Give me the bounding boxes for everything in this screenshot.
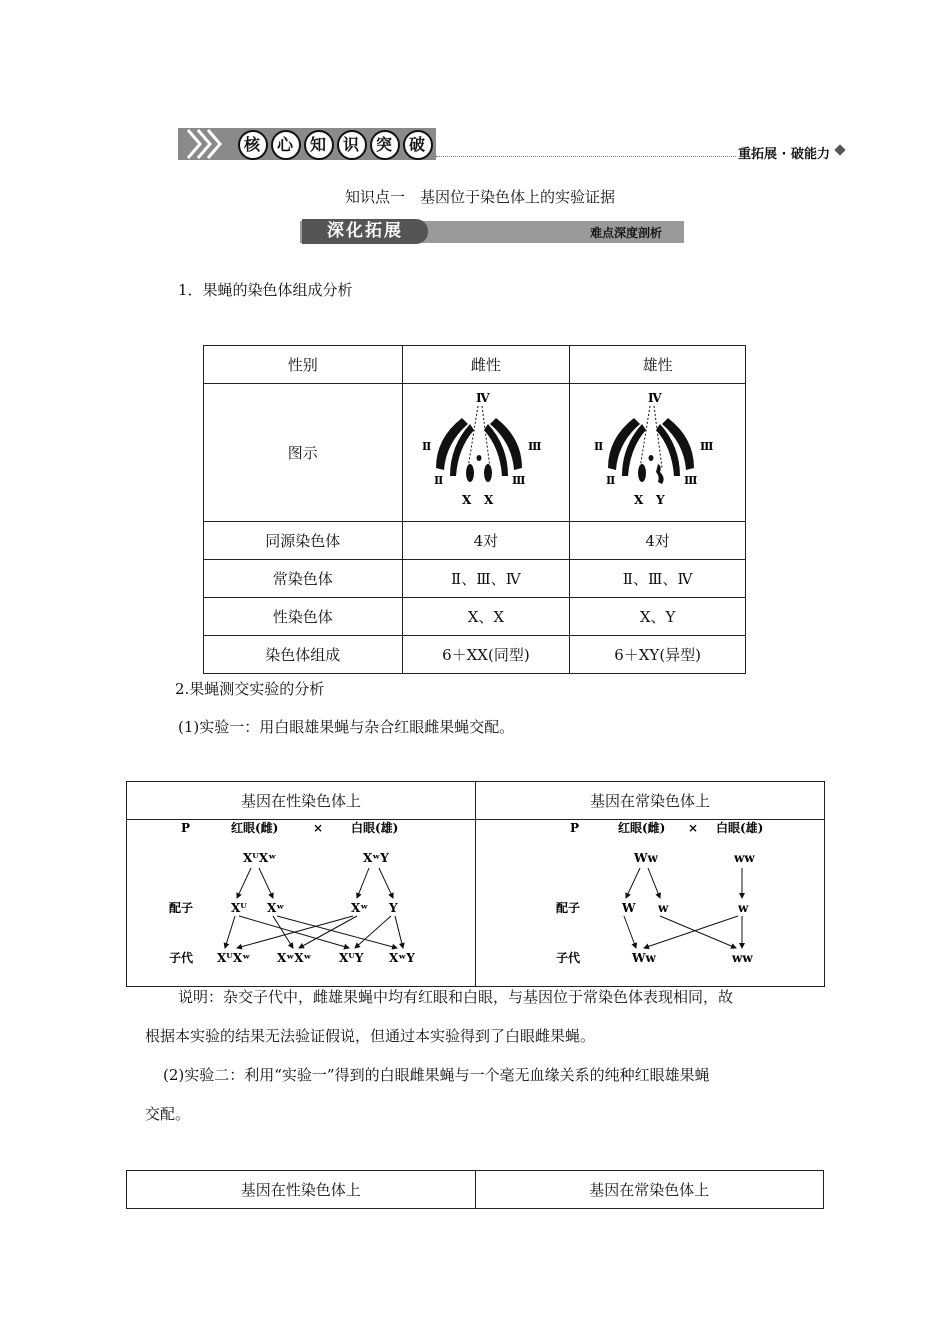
sub-banner-right-label: 难点深度剖析: [590, 226, 663, 240]
header-cell: 基因在常染色体上: [475, 1171, 824, 1209]
label-iii: Ⅲ: [699, 440, 714, 453]
offspring: XʷY: [389, 951, 415, 965]
chromosome-table: [203, 345, 746, 674]
gamete-label: 配子: [556, 901, 581, 915]
male-genotype: XʷY: [363, 851, 389, 865]
banner-char: 突: [370, 130, 400, 160]
banner-right-label: 重拓展 · 破能力: [738, 147, 830, 162]
male-karyotype-figure: [588, 388, 728, 513]
banner-char: 识: [337, 130, 367, 160]
offspring: XᵂY: [339, 951, 364, 965]
note-line-2: 根据本实验的结果无法验证假说，但通过本实验得到了白眼雌果蝇。: [145, 1027, 596, 1045]
female-genotype: XᵂXʷ: [243, 851, 277, 865]
header-cell: 雌性: [402, 346, 570, 384]
testcross-table: [126, 781, 825, 987]
label-x: X: [633, 493, 643, 507]
label-iv: Ⅳ: [647, 391, 662, 405]
male-chromosome-diagram: [570, 384, 746, 522]
male-phenotype: 白眼(雄): [351, 821, 399, 835]
gamete: Xʷ: [267, 901, 285, 915]
autosomal-cross-cell: [476, 820, 825, 987]
row-label: 性染色体: [204, 598, 403, 636]
label-ii: Ⅱ: [593, 440, 603, 453]
knowledge-point-title: 知识点一 基因位于染色体上的实验证据: [345, 188, 616, 206]
table-cell: Ⅱ、Ⅲ、Ⅳ: [402, 560, 570, 598]
offspring: Ww: [632, 951, 656, 965]
experiment2-table: [126, 1170, 824, 1209]
male-genotype: ww: [734, 851, 755, 865]
label-ii: Ⅱ: [433, 474, 444, 487]
offspring-label: 子代: [169, 951, 194, 965]
table-cell: 4对: [402, 522, 570, 560]
offspring-label: 子代: [556, 951, 581, 965]
note-line-1: 说明：杂交子代中，雌雄果蝇中均有红眼和白眼，与基因位于常染色体表现相同，故: [178, 988, 734, 1006]
male-phenotype: 白眼(雄): [716, 821, 764, 835]
label-ii: Ⅱ: [421, 440, 432, 453]
label-y: Y: [655, 493, 665, 507]
section2-heading: 2.果蝇测交实验的分析: [175, 680, 325, 698]
diagram-row-label: 图示: [204, 384, 403, 522]
table-cell: X、Y: [570, 598, 746, 636]
label-x: X: [483, 493, 494, 507]
cross-symbol: ×: [313, 821, 324, 835]
label-iii: Ⅲ: [527, 440, 542, 453]
banner-char: 破: [403, 130, 433, 160]
header-cell: 性别: [204, 346, 403, 384]
gamete: Y: [389, 901, 398, 915]
banner-divider: [436, 156, 736, 157]
sex-linked-cross-diagram: [127, 820, 475, 982]
row-label: 同源染色体: [204, 522, 403, 560]
female-genotype: Ww: [634, 851, 658, 865]
table-cell: 6＋XX(同型): [402, 636, 570, 674]
banner-char: 核: [238, 130, 268, 160]
label-iii: Ⅲ: [511, 474, 526, 487]
female-phenotype: 红眼(雌): [618, 821, 666, 835]
female-karyotype-figure: [416, 388, 556, 513]
header-cell: 雄性: [570, 346, 746, 384]
female-phenotype: 红眼(雌): [231, 821, 279, 835]
header-cell: 基因在性染色体上: [127, 782, 476, 820]
gamete: Xᵂ: [231, 901, 247, 915]
offspring: XʷXʷ: [277, 951, 312, 965]
table-cell: Ⅱ、Ⅲ、Ⅳ: [570, 560, 746, 598]
offspring: XᵂXʷ: [217, 951, 251, 965]
p-label: P: [570, 821, 580, 835]
row-label: 常染色体: [204, 560, 403, 598]
offspring: ww: [732, 951, 753, 965]
label-iv: Ⅳ: [475, 391, 490, 405]
cross-symbol: ×: [688, 821, 699, 835]
experiment2-line-2: 交配。: [145, 1105, 191, 1123]
table-cell: 4对: [570, 522, 746, 560]
chevron-icon: [182, 128, 232, 160]
p-label: P: [181, 821, 191, 835]
table-cell: 6＋XY(异型): [570, 636, 746, 674]
sub-banner-left-label: 深化拓展: [302, 219, 428, 244]
banner-char: 心: [271, 130, 301, 160]
diamond-icon: [834, 144, 845, 155]
female-chromosome-diagram: [402, 384, 570, 522]
gamete: W: [622, 901, 636, 915]
banner-title: [238, 130, 436, 160]
autosomal-cross-diagram: [476, 820, 824, 982]
label-x: X: [461, 493, 472, 507]
sex-linked-cross-cell: [127, 820, 476, 987]
section1-heading: 1．果蝇的染色体组成分析: [178, 281, 353, 299]
label-iii: Ⅲ: [683, 474, 698, 487]
experiment1-intro: (1)实验一：用白眼雄果蝇与杂合红眼雌果蝇交配。: [178, 718, 515, 736]
header-cell: 基因在常染色体上: [476, 782, 825, 820]
label-ii: Ⅱ: [605, 474, 615, 487]
gamete: w: [738, 901, 749, 915]
banner-char: 知: [304, 130, 334, 160]
gamete: w: [658, 901, 669, 915]
row-label: 染色体组成: [204, 636, 403, 674]
gamete-label: 配子: [169, 901, 194, 915]
experiment2-line-1: (2)实验二：利用“实验一”得到的白眼雌果蝇与一个毫无血缘关系的纯种红眼雄果蝇: [163, 1066, 710, 1084]
table-cell: X、X: [402, 598, 570, 636]
header-cell: 基因在性染色体上: [127, 1171, 476, 1209]
gamete: Xʷ: [351, 901, 369, 915]
